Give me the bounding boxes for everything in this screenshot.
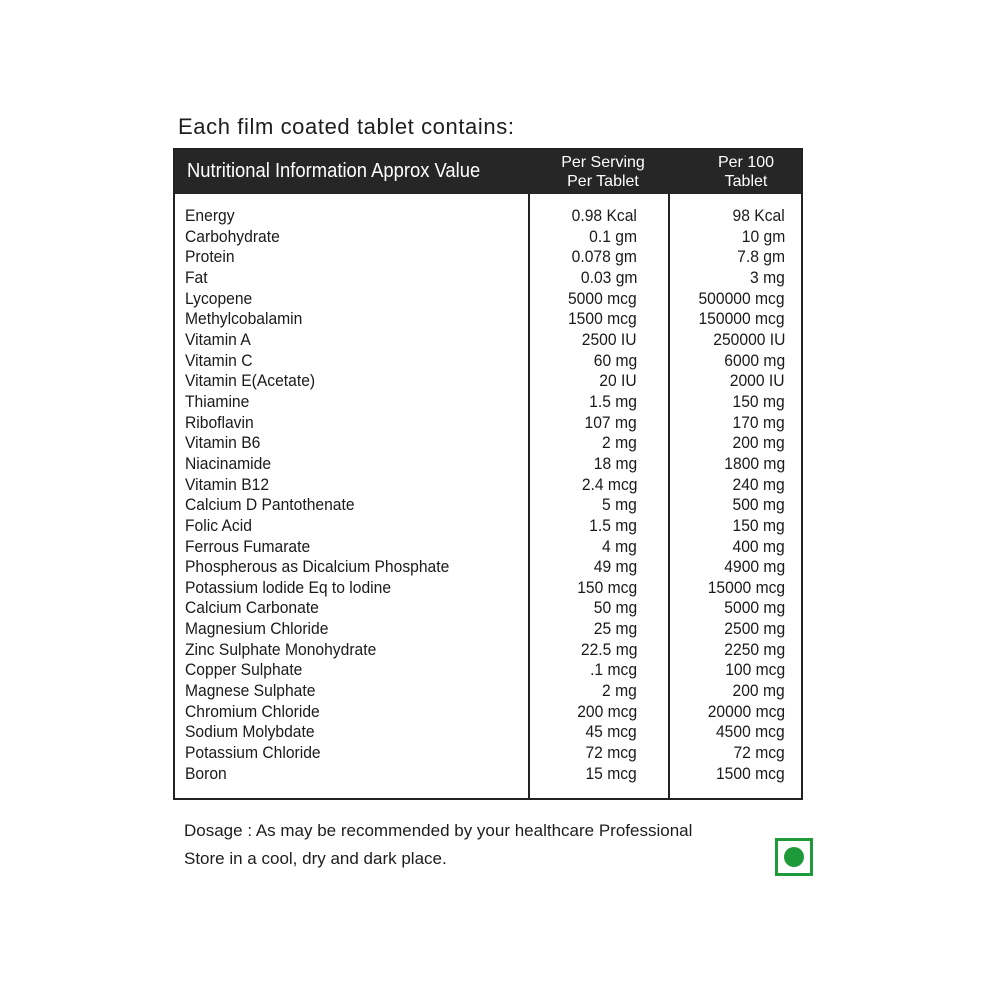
nutrient-name: Lycopene	[185, 288, 253, 308]
veg-symbol-icon	[775, 838, 813, 876]
per-serving-value: 2 mg	[602, 681, 637, 701]
per-100-value: 400 mg	[732, 536, 785, 556]
nutrient-name: Protein	[185, 247, 235, 267]
table-row	[175, 454, 801, 475]
table-row	[175, 351, 801, 372]
per-100-value: 500000 mcg	[698, 288, 785, 308]
table-header	[175, 150, 801, 194]
veg-dot	[784, 847, 804, 867]
table-row	[175, 413, 801, 434]
per-serving-value: 4 mg	[602, 536, 637, 556]
table-row	[175, 309, 801, 330]
per-100-value: 250000 IU	[712, 329, 785, 349]
per-100-value: 170 mg	[732, 412, 785, 432]
per-100-value: 4500 mcg	[716, 722, 785, 742]
header-per-serving	[533, 153, 673, 191]
per-100-value: 240 mg	[732, 474, 785, 494]
per-100-value: 1500 mcg	[716, 763, 785, 783]
per-100-value: 200 mg	[732, 433, 785, 453]
header-title: Nutritional Information Approx Value	[187, 160, 481, 182]
per-100-value: 72 mcg	[733, 743, 785, 763]
table-row	[175, 268, 801, 289]
table-row	[175, 392, 801, 413]
per-serving-value: 5000 mcg	[568, 288, 637, 308]
nutrient-name: Copper Sulphate	[185, 660, 303, 680]
per-100-value: 3 mg	[750, 267, 785, 287]
nutrient-name: Potassium Chloride	[185, 743, 321, 763]
per-100-value: 4900 mg	[724, 557, 785, 577]
nutrient-name: Potassium lodide Eq to lodine	[185, 577, 392, 597]
table-row	[175, 660, 801, 681]
per-serving-value: 60 mg	[593, 350, 637, 370]
per-serving-value: 107 mg	[584, 412, 637, 432]
per-serving-value: 0.078 gm	[571, 247, 637, 267]
table-row	[175, 537, 801, 558]
per-100-value: 2000 IU	[730, 371, 785, 391]
per-100-value: 2250 mg	[724, 639, 785, 659]
nutrient-name: Chromium Chloride	[185, 701, 320, 721]
nutrient-name: Methylcobalamin	[185, 309, 303, 329]
table-row	[175, 619, 801, 640]
per-serving-value: 2500 IU	[582, 329, 637, 349]
nutrient-name: Thiamine	[185, 391, 250, 411]
per-serving-value: 25 mg	[593, 619, 637, 639]
table-row	[175, 206, 801, 227]
table-row	[175, 640, 801, 661]
header-per-100	[673, 153, 819, 191]
table-row	[175, 743, 801, 764]
per-serving-value: 1.5 mg	[589, 515, 637, 535]
per-100-value: 7.8 gm	[737, 247, 785, 267]
per-100-value: 100 mcg	[725, 660, 785, 680]
table-row	[175, 330, 801, 351]
table-row	[175, 722, 801, 743]
dosage-note: Dosage : As may be recommended by your healthcare Professional	[184, 821, 693, 840]
nutrient-name: Sodium Molybdate	[185, 722, 315, 742]
per-100-value: 1800 mg	[724, 453, 785, 473]
per-100-value: 15000 mcg	[707, 577, 785, 597]
per-100-value: 500 mg	[732, 495, 785, 515]
header-per-serving-line1: Per Serving	[561, 154, 645, 171]
nutrient-name: Vitamin E(Acetate)	[185, 371, 316, 391]
per-serving-value: 72 mcg	[585, 743, 637, 763]
table-row	[175, 681, 801, 702]
per-serving-value: 0.98 Kcal	[571, 206, 637, 225]
per-100-value: 150 mg	[732, 391, 785, 411]
per-serving-value: 5 mg	[602, 495, 637, 515]
table-row	[175, 475, 801, 496]
per-serving-value: 200 mcg	[577, 701, 637, 721]
per-100-value: 98 Kcal	[732, 206, 785, 225]
table-row	[175, 764, 801, 785]
table-body	[175, 206, 801, 784]
per-serving-value: 18 mg	[593, 453, 637, 473]
per-100-value: 200 mg	[732, 681, 785, 701]
nutrient-name: Carbohydrate	[185, 226, 280, 246]
header-per-100-line1: Per 100	[717, 154, 775, 171]
nutrient-name: Vitamin A	[185, 329, 251, 349]
per-100-value: 10 gm	[741, 226, 785, 246]
nutrient-name: Zinc Sulphate Monohydrate	[185, 639, 377, 659]
per-serving-value: 22.5 mg	[580, 639, 637, 659]
table-row	[175, 289, 801, 310]
table-row	[175, 433, 801, 454]
storage-note: Store in a cool, dry and dark place.	[184, 849, 447, 868]
per-100-value: 20000 mcg	[707, 701, 785, 721]
per-100-value: 5000 mg	[724, 598, 785, 618]
per-serving-value: 50 mg	[593, 598, 637, 618]
per-serving-value: 2.4 mcg	[581, 474, 637, 494]
table-row	[175, 598, 801, 619]
table-row	[175, 702, 801, 723]
per-serving-value: 0.03 gm	[580, 267, 637, 287]
nutrient-name: Magnesium Chloride	[185, 619, 329, 639]
nutrient-name: Boron	[185, 763, 227, 783]
nutrient-name: Vitamin B12	[185, 474, 270, 494]
table-row	[175, 247, 801, 268]
nutrient-name: Fat	[185, 267, 208, 287]
nutrient-name: Vitamin C	[185, 350, 253, 370]
nutrient-name: Magnese Sulphate	[185, 681, 316, 701]
nutrient-name: Folic Acid	[185, 515, 252, 535]
nutrient-name: Ferrous Fumarate	[185, 536, 311, 556]
table-row	[175, 495, 801, 516]
table-row	[175, 516, 801, 537]
per-serving-value: 20 IU	[599, 371, 637, 391]
per-serving-value: 1500 mcg	[568, 309, 637, 329]
per-serving-value: 2 mg	[602, 433, 637, 453]
table-row	[175, 578, 801, 599]
header-per-100-line2: Tablet	[724, 173, 768, 190]
per-serving-value: 49 mg	[593, 557, 637, 577]
per-100-value: 150000 mcg	[698, 309, 785, 329]
per-serving-value: .1 mcg	[590, 660, 637, 680]
nutrient-name: Phospherous as Dicalcium Phosphate	[185, 557, 450, 577]
nutrient-name: Calcium Carbonate	[185, 598, 319, 618]
per-100-value: 6000 mg	[724, 350, 785, 370]
table-row	[175, 371, 801, 392]
per-100-value: 150 mg	[732, 515, 785, 535]
table-row	[175, 227, 801, 248]
nutrient-name: Calcium D Pantothenate	[185, 495, 355, 515]
per-serving-value: 45 mcg	[585, 722, 637, 742]
nutrient-name: Vitamin B6	[185, 433, 261, 453]
nutrition-table	[173, 148, 803, 800]
per-serving-value: 1.5 mg	[589, 391, 637, 411]
per-serving-value: 150 mcg	[577, 577, 637, 597]
table-row	[175, 557, 801, 578]
header-per-serving-line2: Per Tablet	[567, 173, 639, 190]
nutrient-name: Riboflavin	[185, 412, 254, 432]
per-serving-value: 15 mcg	[585, 763, 637, 783]
nutrient-name: Energy	[185, 206, 235, 225]
page-title: Each film coated tablet contains:	[178, 114, 515, 139]
per-serving-value: 0.1 gm	[589, 226, 637, 246]
nutrient-name: Niacinamide	[185, 453, 272, 473]
per-100-value: 2500 mg	[724, 619, 785, 639]
